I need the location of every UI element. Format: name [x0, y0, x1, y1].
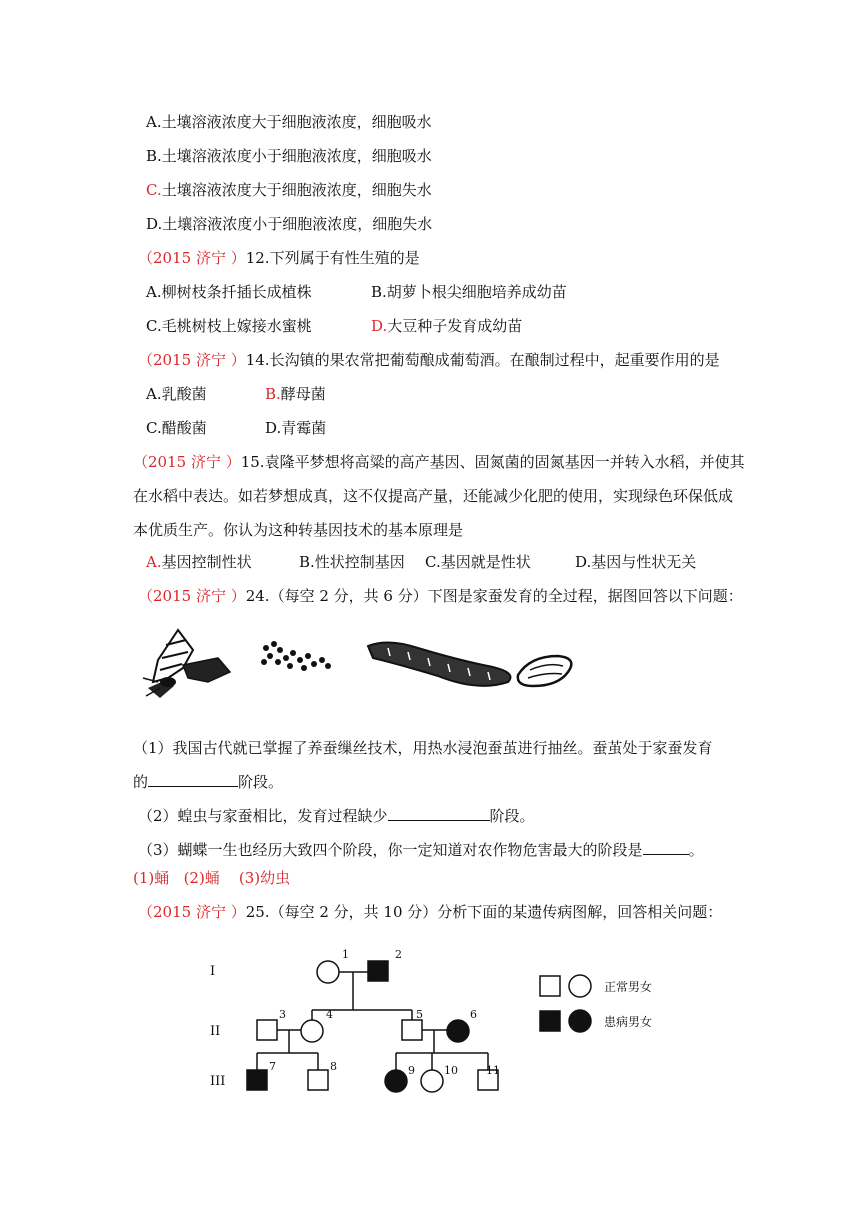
- q24-sub3: （3）蝴蝶一生也经历大致四个阶段，你一定知道对农作物危害最大的阶段是 。: [138, 841, 704, 859]
- q14-option-a: A.乳酸菌: [146, 385, 207, 403]
- generation-label-2: II: [210, 1024, 221, 1039]
- q12-option-b: B.胡萝卜根尖细胞培养成幼苗: [371, 283, 567, 301]
- q24-sub1-line2: 的 阶段。: [133, 773, 284, 791]
- q12-option-a: A.柳树枝条扦插长成植株: [146, 283, 312, 301]
- q25-stem: （2015 济宁 ）25.（每空 2 分，共 10 分）分析下面的某遗传病图解，回答相关问题：: [138, 903, 723, 921]
- q12-stem: （2015 济宁 ）12.下列属于有性生殖的是: [138, 249, 420, 267]
- q15-stem-line2: 在水稻中表达。如若梦想成真，这不仅提高产量，还能减少化肥的使用，实现绿色环保低成: [133, 487, 734, 505]
- individual-6: 6: [470, 1008, 477, 1021]
- q11-option-b: B.土壤溶液浓度小于细胞液浓度，细胞吸水: [146, 147, 432, 165]
- pedigree-chart: [200, 940, 720, 1110]
- generation-label-3: III: [210, 1074, 226, 1089]
- q12-option-d: D.大豆种子发育成幼苗: [371, 317, 523, 335]
- q24-blank-2[interactable]: [388, 806, 490, 821]
- individual-7: 7: [269, 1060, 276, 1073]
- individual-3: 3: [279, 1008, 286, 1021]
- eggs-icon: [261, 641, 331, 671]
- q14-stem: （2015 济宁 ）14.长沟镇的果农常把葡萄酿成葡萄酒。在酿制过程中，起重要作用的是: [138, 351, 720, 369]
- individual-5: 5: [416, 1008, 423, 1021]
- legend-affected: 患病男女: [604, 1015, 653, 1029]
- q14-option-d: D.青霉菌: [265, 419, 327, 437]
- q12-option-c: C.毛桃树枝上嫁接水蜜桃: [146, 317, 312, 335]
- individual-8: 8: [330, 1060, 337, 1073]
- generation-label-1: I: [210, 964, 216, 979]
- q24-blank-3[interactable]: [643, 840, 689, 855]
- q24-stem: （2015 济宁 ）24.（每空 2 分，共 6 分）下图是家蚕发育的全过程，据图回答以下问题：: [138, 587, 743, 605]
- q14-option-b: B.酵母菌: [265, 385, 326, 403]
- q24-blank-1[interactable]: [148, 772, 238, 787]
- q11-option-a: A.土壤溶液浓度大于细胞液浓度，细胞吸水: [146, 113, 432, 131]
- q24-sub2: （2）蝗虫与家蚕相比，发育过程缺少 阶段。: [138, 807, 535, 825]
- q15-stem-line1: （2015 济宁 ）15.袁隆平梦想将高粱的高产基因、固氮菌的固氮基因一并转入水稻，并使其: [133, 453, 745, 471]
- individual-9: 9: [408, 1064, 415, 1077]
- individual-10: 10: [444, 1064, 458, 1077]
- q15-option-a: A.基因控制性状: [146, 553, 252, 571]
- individual-11: 11: [486, 1064, 500, 1077]
- q24-answers: (1)蛹 (2)蛹 (3)幼虫: [133, 869, 291, 887]
- moth-icon: [143, 630, 230, 698]
- legend-normal: 正常男女: [604, 980, 653, 994]
- individual-1: 1: [342, 948, 349, 961]
- q24-sub1-line1: （1）我国古代就已掌握了养蚕缫丝技术，用热水浸泡蚕茧进行抽丝。蚕茧处于家蚕发育: [133, 739, 713, 757]
- individual-2: 2: [395, 948, 402, 961]
- silkworm-lifecycle-figure: [138, 620, 658, 710]
- q15-option-b: B.性状控制基因: [299, 553, 405, 571]
- individual-4: 4: [326, 1008, 333, 1021]
- larva-icon: [368, 642, 511, 685]
- q14-option-c: C.醋酸菌: [146, 419, 207, 437]
- q15-option-c: C.基因就是性状: [425, 553, 531, 571]
- q11-option-c: C.土壤溶液浓度大于细胞液浓度，细胞失水: [146, 181, 432, 199]
- q11-option-d: D.土壤溶液浓度小于细胞液浓度，细胞失水: [146, 215, 433, 233]
- q15-option-d: D.基因与性状无关: [575, 553, 697, 571]
- pupa-icon: [518, 656, 572, 686]
- q15-stem-line3: 本优质生产。你认为这种转基因技术的基本原理是: [133, 521, 464, 539]
